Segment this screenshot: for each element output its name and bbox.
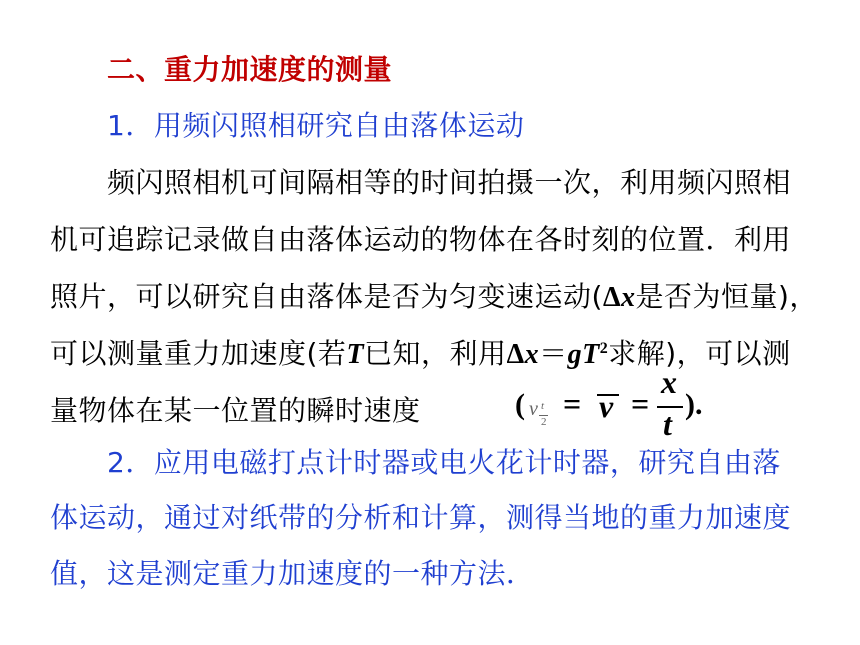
- variable-T: T: [582, 339, 600, 370]
- paragraph-line-2: 机可追踪记录做自由落体运动的物体在各时刻的位置．利用: [50, 223, 792, 256]
- formula-sub-t: t: [541, 400, 545, 412]
- text-segment: 是否为恒量)，: [635, 280, 818, 313]
- delta-symbol: Δ: [602, 282, 621, 313]
- item2-line-3: 值，这是测定重力加速度的一种方法．: [50, 557, 535, 590]
- paragraph-line-1: 频闪照相机可间隔相等的时间拍摄一次，利用频闪照相: [107, 166, 792, 199]
- variable-x: x: [621, 282, 636, 313]
- item2-line-1: 2．应用电磁打点计时器或电火花计时器，研究自由落: [107, 446, 781, 479]
- item2-line-2: 体运动，通过对纸带的分析和计算，测得当地的重力加速度: [50, 501, 792, 534]
- item1-title: 1．用频闪照相研究自由落体运动: [107, 109, 525, 142]
- equals-sign: ＝: [539, 337, 568, 370]
- paragraph-line-5: 量物体在某一位置的瞬时速度: [50, 394, 421, 427]
- formula-left-paren: (: [515, 388, 525, 421]
- paragraph-line-3: [50, 279, 818, 316]
- formula-denominator-t: t: [663, 406, 672, 442]
- text-segment: 求解)，可以测: [608, 337, 791, 370]
- section-heading: 二、重力加速度的测量: [107, 53, 393, 86]
- formula-right-paren: ).: [685, 388, 703, 421]
- formula-numerator-x: x: [661, 364, 677, 400]
- text-segment: 照片，可以研究自由落体是否为匀变速运动(: [50, 280, 603, 313]
- formula-equals-1: =: [563, 386, 582, 422]
- formula-sub-2: 2: [541, 416, 547, 428]
- delta-symbol: Δ: [506, 339, 525, 370]
- formula-equals-2: =: [631, 386, 650, 422]
- paragraph-line-4: [50, 336, 791, 373]
- superscript-2: 2: [599, 340, 609, 357]
- formula-v: v: [529, 398, 538, 420]
- text-segment: 已知，利用: [364, 337, 507, 370]
- formula-vbar: v: [599, 388, 614, 424]
- variable-T: T: [346, 339, 365, 370]
- variable-g: g: [567, 339, 583, 370]
- variable-x: x: [524, 339, 540, 370]
- text-segment: 可以测量重力加速度(若: [50, 337, 347, 370]
